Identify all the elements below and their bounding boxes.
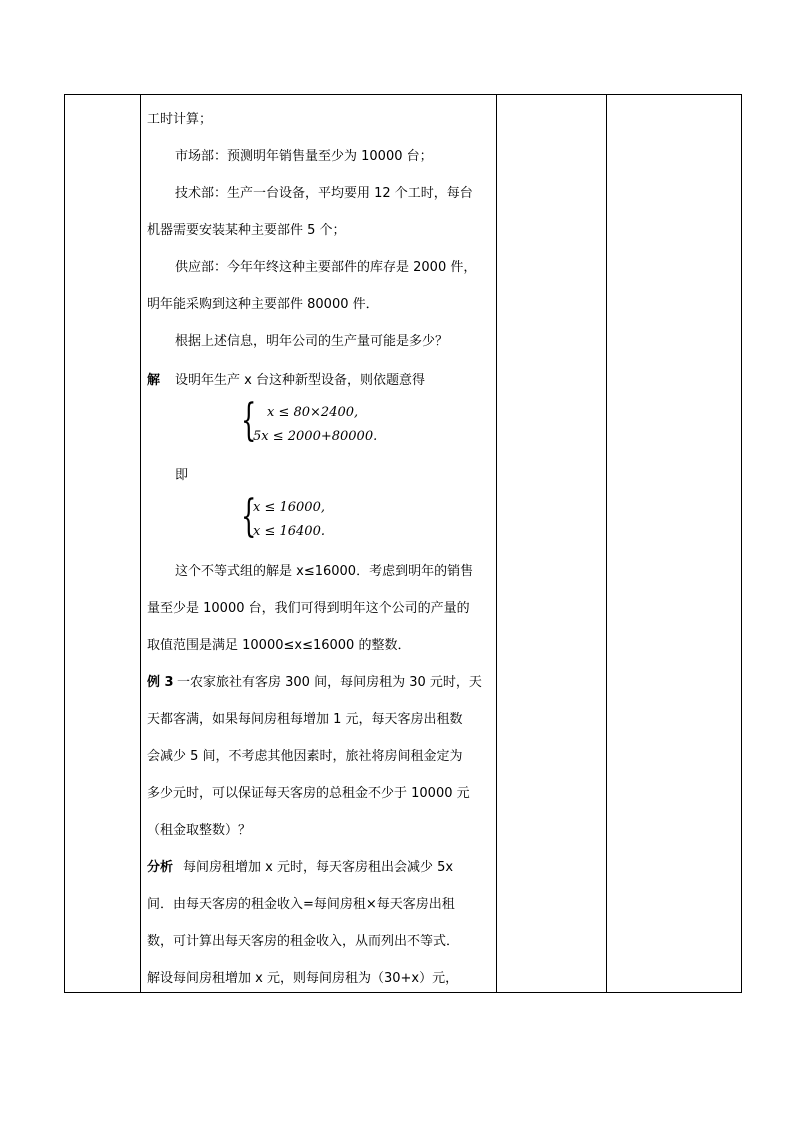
text-line: 机器需要安装某种主要部件 5 个； xyxy=(147,223,346,238)
analysis-label: 分析 xyxy=(147,860,174,875)
text-line: 解设每间房租增加 x 元，则每间房租为（30+x）元， xyxy=(147,971,459,986)
system2-eq1: x ≤ 16000, xyxy=(253,500,325,515)
column-divider xyxy=(606,95,607,992)
text-line: 工时计算； xyxy=(147,112,213,127)
ji-label: 即 xyxy=(175,468,189,483)
text-line: （租金取整数）？ xyxy=(147,823,252,838)
document-table xyxy=(64,94,742,993)
text-line: 明年能采购到这种主要部件 80000 件． xyxy=(147,297,379,312)
text-line: 会减少 5 间，不考虑其他因素时，旅社将房间租金定为 xyxy=(147,749,463,764)
text-line: 间．由每天客房的租金收入=每间房租×每天客房出租 xyxy=(147,897,455,912)
column-divider xyxy=(140,95,141,992)
text-line: 供应部：今年年终这种主要部件的库存是 2000 件， xyxy=(175,260,477,275)
text-line: 数，可计算出每天客房的租金收入，从而列出不等式． xyxy=(147,934,460,949)
system1-eq2: 5x ≤ 2000+80000. xyxy=(253,429,378,444)
text-line: 每间房租增加 x 元时，每天客房租出会减少 5x xyxy=(183,860,454,875)
column-divider xyxy=(496,95,497,992)
content-cell: 工时计算； 市场部：预测明年销售量至少为 10000 台； 技术部：生产一台设备，平均要用 12 个工时，每台 机器需要安装某种主要部件 5 个； 供应部：今年年终这种主要部件的库存是 2000 件， 明年能采购到这种主要部件 80000 件． 根据上述信息，明年公司的生产量可能是多少？ 解 设明年生产 x 台这种新型设备，则依题意得 { x ≤ 80×2400, 5x ≤ 2000+80000. 即 { x ≤ 16000, x ≤ 16400. 这个不等式组的解是 x≤16000．考虑到明年的销售 量至少是 10000 台，我们可得到明年这个公司的产量的 取值范围是满足 10000≤x≤16000 的整数． 例 3 一农家旅社有客房 300 间，每间房租为 30 元时，天 天都客满，如果每间房租每增加 1 元，每天客房出租数 会减少 5 间，不考虑其他因素时，旅社将房间租金定为 多少元时，可以保证每天客房的总租金不少于 10000 元 （租金取整数）？ 分析 每间房租增加 x 元时，每天客房租出会减少 5x 间．由每天客房的租金收入=每间房租×每天客房出租 数，可计算出每天客房的租金收入，从而列出不等式． 解设每间房租增加 x 元，则每间房租为（30+x）元， xyxy=(147,112,482,986)
text-line: 取值范围是满足 10000≤x≤16000 的整数． xyxy=(147,638,411,653)
system1-eq1: x ≤ 80×2400, xyxy=(267,405,359,420)
text-line: 技术部：生产一台设备，平均要用 12 个工时，每台 xyxy=(175,186,473,201)
example-label: 例 3 xyxy=(147,675,174,690)
text-line: 根据上述信息，明年公司的生产量可能是多少？ xyxy=(175,334,449,349)
text-line: 市场部：预测明年销售量至少为 10000 台； xyxy=(175,149,433,164)
system2-eq2: x ≤ 16400. xyxy=(253,524,325,539)
solution-label: 解 xyxy=(147,373,161,388)
text-line: 多少元时，可以保证每天客房的总租金不少于 10000 元 xyxy=(147,786,470,801)
text-line: 天都客满，如果每间房租每增加 1 元，每天客房出租数 xyxy=(147,712,463,727)
text-line: 这个不等式组的解是 x≤16000．考虑到明年的销售 xyxy=(175,564,474,579)
text-line: 一农家旅社有客房 300 间，每间房租为 30 元时，天 xyxy=(177,675,482,690)
text-line: 量至少是 10000 台，我们可得到明年这个公司的产量的 xyxy=(147,601,470,616)
solution-text: 设明年生产 x 台这种新型设备，则依题意得 xyxy=(175,373,425,388)
